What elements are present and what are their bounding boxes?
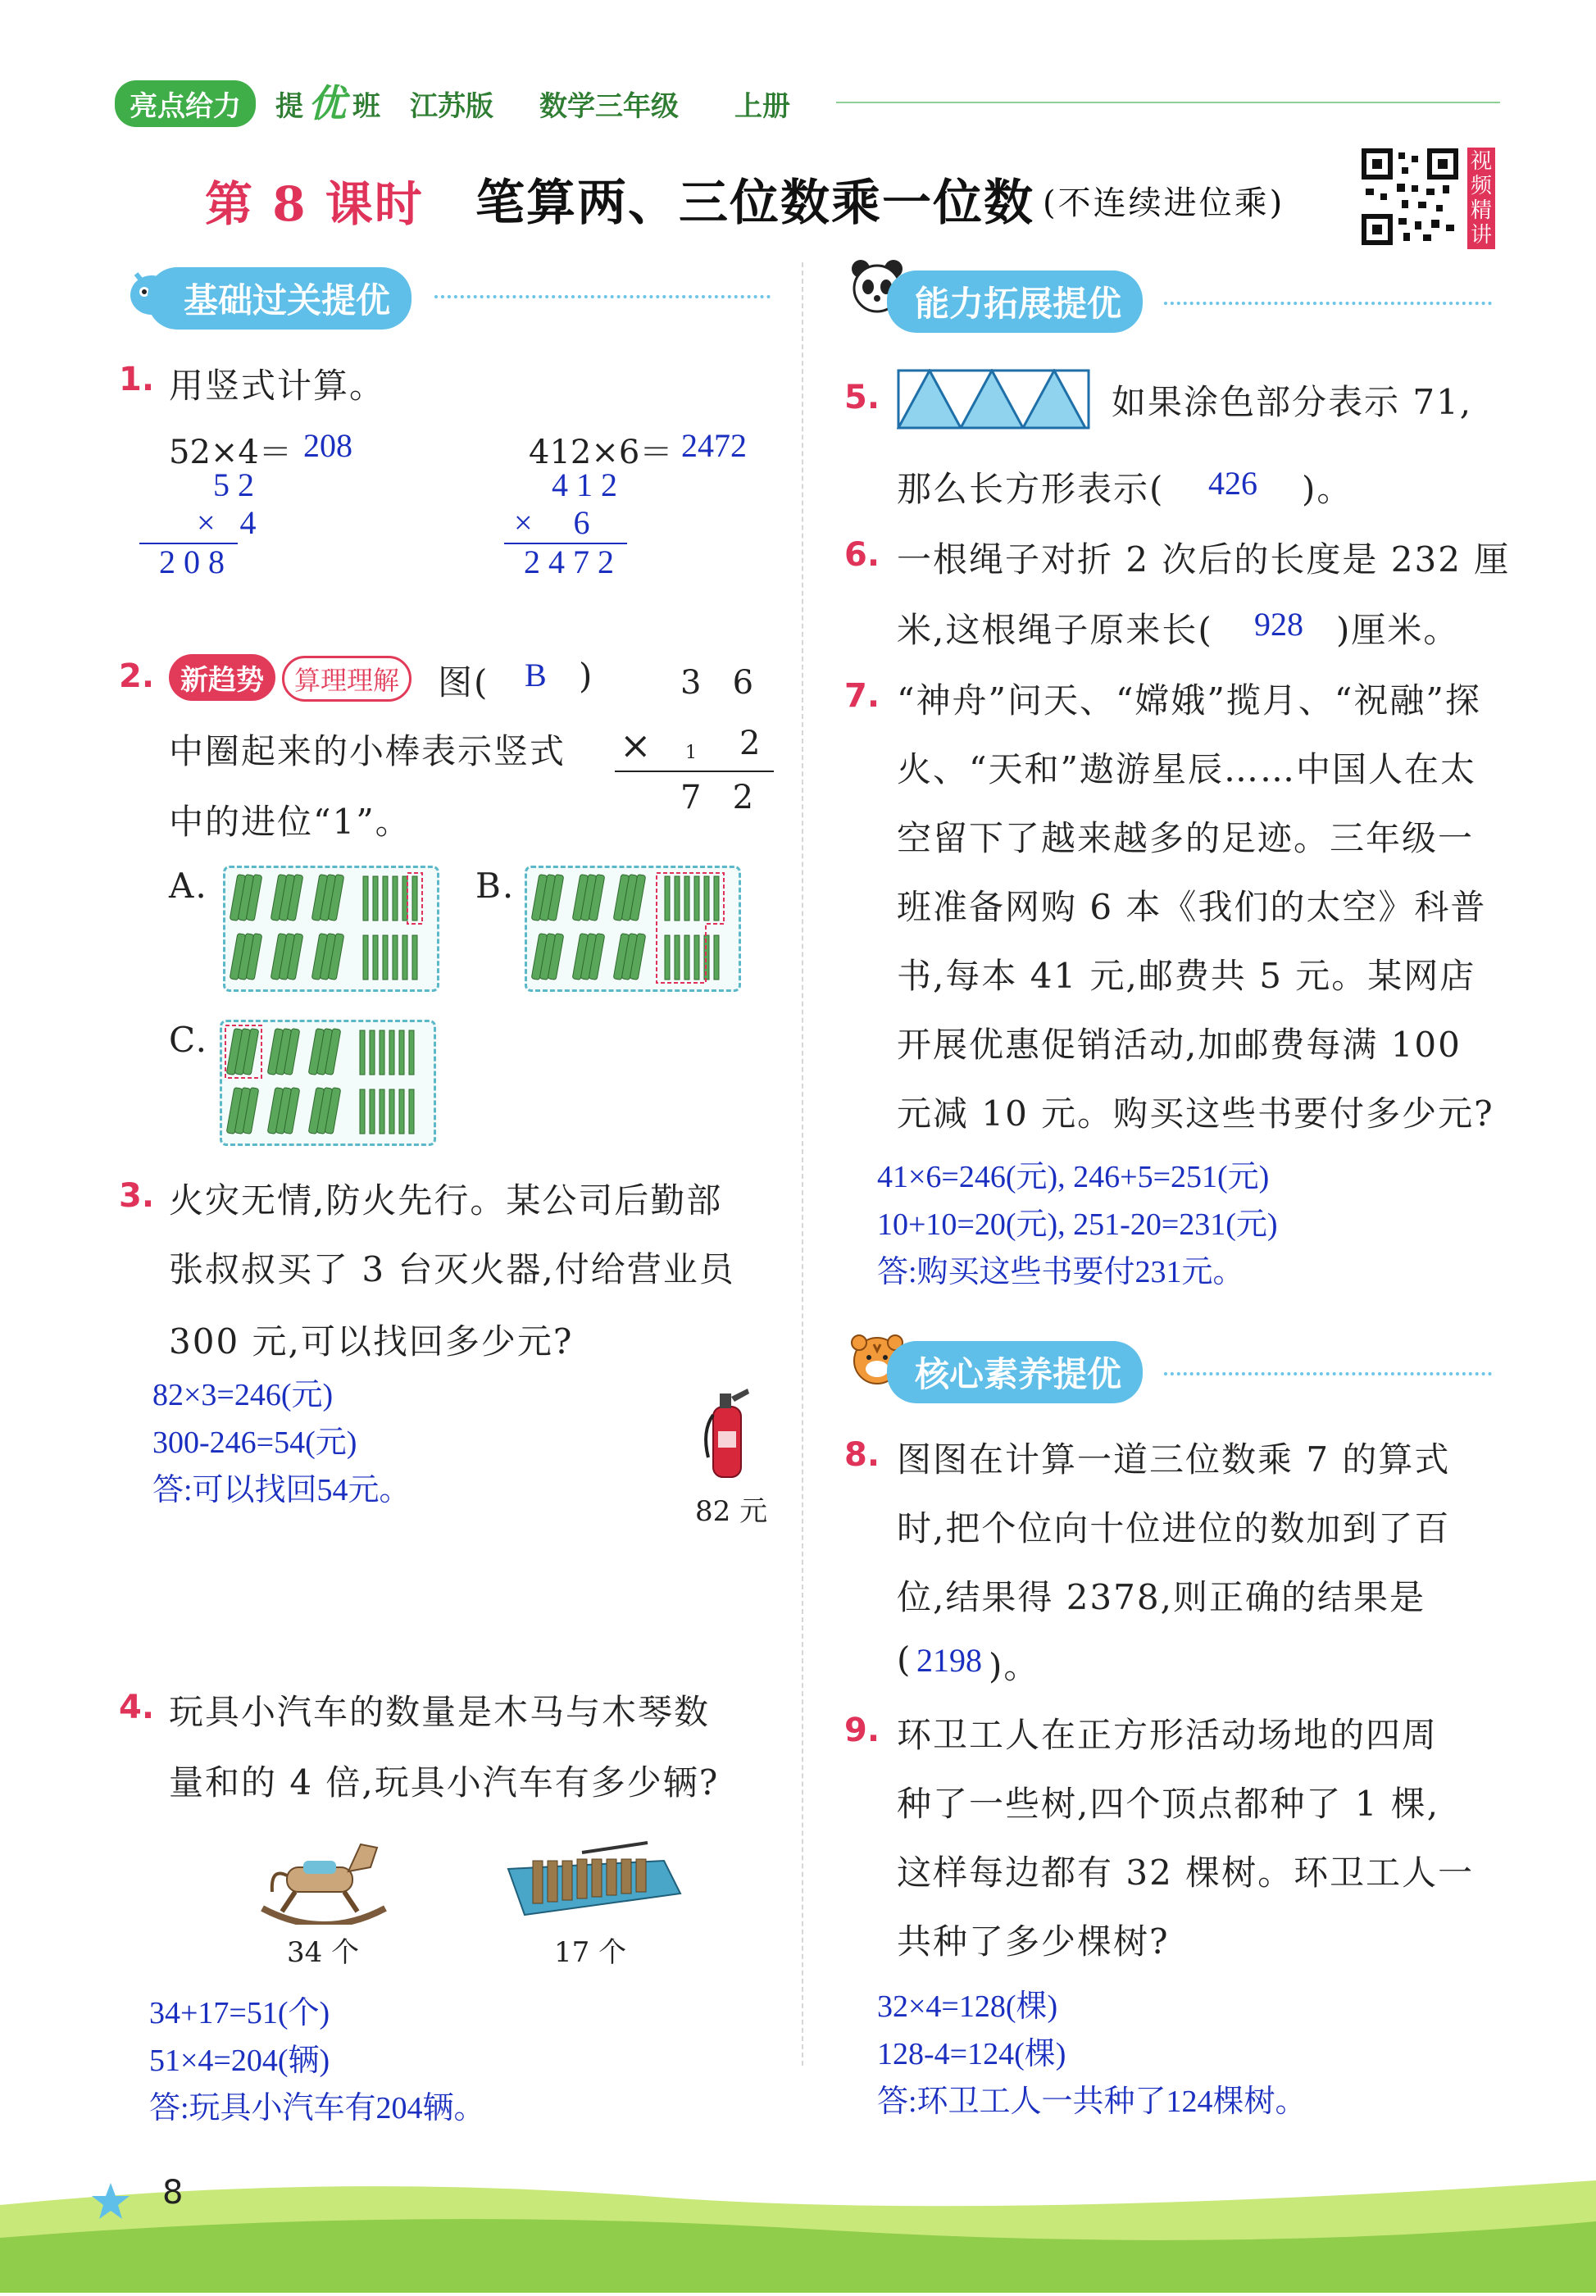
q9-number: 9. bbox=[844, 1712, 880, 1749]
q7-number: 7. bbox=[844, 677, 880, 715]
q3-ans1: 82×3=246(元) bbox=[152, 1378, 334, 1412]
q8-l1: 图图在计算一道三位数乘 7 的算式 bbox=[897, 1439, 1451, 1480]
q4-l2: 量和的 4 倍,玩具小汽车有多少辆? bbox=[169, 1762, 720, 1803]
q6-l1: 一根绳子对折 2 次后的长度是 232 厘 bbox=[897, 539, 1511, 580]
q4-l1: 玩具小汽车的数量是木马与木琴数 bbox=[169, 1692, 711, 1732]
section-ability-dots bbox=[1164, 302, 1492, 305]
footer-grass bbox=[0, 2148, 1596, 2293]
q5-number: 5. bbox=[844, 379, 880, 416]
section-core: 核心素养提优 bbox=[887, 1341, 1143, 1403]
q9-ans2: 128-4=124(棵) bbox=[877, 2037, 1066, 2071]
q1a-mul: × 4 bbox=[197, 504, 257, 541]
q1-number: 1. bbox=[119, 361, 155, 398]
q7-l4: 班准备网购 6 本《我们的太空》科普 bbox=[897, 887, 1487, 927]
sticks-image-b bbox=[527, 868, 739, 989]
lesson-number: 第 8 课时 bbox=[205, 176, 424, 232]
q3-ans2: 300-246=54(元) bbox=[152, 1425, 357, 1460]
header-rule bbox=[836, 102, 1500, 103]
q2-option-a-image[interactable] bbox=[223, 866, 439, 992]
q7-l3: 空留下了越来越多的足迹。三年级一 bbox=[897, 818, 1475, 858]
q7-l7: 元减 10 元。购买这些书要付多少元? bbox=[897, 1093, 1494, 1134]
q2-v-rule bbox=[615, 771, 774, 772]
q4-ans2: 51×4=204(辆) bbox=[149, 2044, 330, 2078]
section-core-dots bbox=[1164, 1372, 1492, 1375]
edition: 江苏版 bbox=[410, 90, 493, 123]
q2-option-b-label[interactable]: B. bbox=[475, 866, 516, 906]
q4-xylophone-count: 17 个 bbox=[554, 1936, 627, 1969]
qr-label: 视频精讲 bbox=[1467, 148, 1495, 249]
q4-ans1: 34+17=51(个) bbox=[149, 1996, 330, 2030]
q8-l3: 位,结果得 2378,则正确的结果是 bbox=[897, 1577, 1425, 1617]
section-basic: 基础过关提优 bbox=[148, 267, 412, 330]
q7-l1: “神舟”问天、“嫦娥”揽月、“祝融”探 bbox=[897, 680, 1481, 721]
subject: 数学三年级 bbox=[539, 90, 679, 123]
q6-answer: 928 bbox=[1254, 606, 1303, 643]
q2-v-carry: 1 bbox=[685, 743, 697, 763]
q7-l6: 开展优惠促销活动,加邮费每满 100 bbox=[897, 1025, 1462, 1065]
sticks-image-a bbox=[225, 868, 437, 989]
q2-l1: 图( bbox=[438, 662, 489, 702]
q1b bbox=[514, 426, 775, 590]
q2-option-c-label[interactable]: C. bbox=[169, 1020, 208, 1060]
q4-number: 4. bbox=[119, 1689, 155, 1726]
q8-l4a: ( bbox=[897, 1639, 912, 1680]
column-divider bbox=[802, 262, 803, 2066]
sticks-image-c bbox=[222, 1022, 434, 1143]
section-ability: 能力拓展提优 bbox=[887, 271, 1143, 333]
q7-l2: 火、“天和”遨游星辰……中国人在太 bbox=[897, 749, 1476, 789]
q3-ans3: 答:可以找回54元。 bbox=[152, 1473, 411, 1507]
q2-v-mul: 2 bbox=[739, 725, 761, 762]
q2-l1-end: ) bbox=[579, 656, 594, 696]
q6-l2a: 米,这根绳子原来长( bbox=[897, 610, 1213, 650]
q5-l2b: )。 bbox=[1302, 469, 1353, 509]
q3-l3: 300 元,可以找回多少元? bbox=[169, 1321, 574, 1362]
q1a-top: 5 2 bbox=[213, 466, 254, 503]
q1b-result: 2 4 7 2 bbox=[524, 543, 614, 580]
q3-l1: 火灾无情,防火先行。某公司后勤部 bbox=[169, 1180, 723, 1221]
q2-option-a-label[interactable]: A. bbox=[169, 866, 208, 906]
q9-l2: 种了一些树,四个顶点都种了 1 棵, bbox=[897, 1784, 1440, 1824]
q8-number: 8. bbox=[844, 1436, 880, 1474]
fire-extinguisher-icon bbox=[698, 1382, 756, 1480]
q9-l3: 这样每边都有 32 棵树。环卫工人一 bbox=[897, 1853, 1475, 1893]
q3-number: 3. bbox=[119, 1177, 155, 1215]
q2-option-c-image[interactable] bbox=[220, 1020, 436, 1146]
q6-l2b: )厘米。 bbox=[1336, 610, 1460, 650]
q4-ans3: 答:玩具小汽车有204辆。 bbox=[149, 2091, 485, 2126]
q1a bbox=[159, 426, 377, 590]
q3-price: 82 元 bbox=[695, 1495, 768, 1528]
q2-l2: 中圈起来的小棒表示竖式 bbox=[169, 731, 566, 771]
q1b-expr: 412×6＝ bbox=[529, 434, 673, 471]
q9-l4: 共种了多少棵树? bbox=[897, 1921, 1170, 1962]
q4-horse-count: 34 个 bbox=[287, 1936, 360, 1969]
q1a-expr: 52×4＝ bbox=[169, 434, 292, 471]
q1a-answer: 208 bbox=[303, 427, 352, 464]
q7-ans3: 答:购买这些书要付231元。 bbox=[877, 1255, 1244, 1289]
q2-badge-alg: 算理理解 bbox=[282, 656, 412, 702]
star-icon bbox=[90, 2180, 131, 2221]
q2-answer: B bbox=[525, 657, 547, 693]
q2-number: 2. bbox=[119, 657, 155, 695]
brand-ban: 班 bbox=[352, 90, 380, 123]
q3-l2: 张叔叔买了 3 台灭火器,付给营业员 bbox=[169, 1249, 735, 1289]
q1b-mul: × 6 bbox=[514, 504, 590, 541]
q5-answer: 426 bbox=[1208, 465, 1257, 502]
q5-l1: 如果涂色部分表示 71, bbox=[1112, 382, 1473, 422]
q2-v-top: 3 6 bbox=[680, 664, 754, 702]
xylophone-icon bbox=[500, 1836, 689, 1926]
q5-rectangle-figure bbox=[897, 369, 1090, 430]
header bbox=[115, 79, 1500, 128]
brand-logo: 亮点给力 bbox=[115, 80, 256, 127]
q9-ans1: 32×4=128(棵) bbox=[877, 1989, 1058, 2024]
q7-ans1: 41×6=246(元), 246+5=251(元) bbox=[877, 1160, 1270, 1194]
volume: 上册 bbox=[734, 90, 790, 123]
q7-l5: 书,每本 41 元,邮费共 5 元。某网店 bbox=[897, 956, 1476, 996]
lesson-subtitle: (不连续进位乘) bbox=[1043, 184, 1285, 222]
rocking-horse-icon bbox=[254, 1826, 393, 1925]
q2-v-times: × bbox=[620, 723, 652, 767]
qr-code[interactable] bbox=[1361, 148, 1459, 246]
q8-l4b: )。 bbox=[989, 1646, 1040, 1686]
q2-l3: 中的进位“1”。 bbox=[169, 802, 412, 842]
q2-v-result: 7 2 bbox=[680, 779, 754, 816]
q9-ans3: 答:环卫工人一共种了124棵树。 bbox=[877, 2085, 1307, 2119]
q2-badge-new: 新趋势 bbox=[169, 654, 275, 701]
q2-vertical bbox=[615, 656, 779, 828]
q1b-top: 4 1 2 bbox=[552, 466, 617, 503]
q5-l2a: 那么长方形表示( bbox=[897, 469, 1165, 509]
q8-answer: 2198 bbox=[916, 1642, 982, 1679]
q8-l2: 时,把个位向十位进位的数加到了百 bbox=[897, 1508, 1451, 1548]
brand-you: 优 bbox=[308, 81, 346, 125]
lesson-title: 笔算两、三位数乘一位数 bbox=[475, 175, 1034, 232]
q1b-answer: 2472 bbox=[681, 427, 747, 464]
section-basic-dots bbox=[434, 295, 771, 298]
q9-l1: 环卫工人在正方形活动场地的四周 bbox=[897, 1715, 1439, 1755]
q6-number: 6. bbox=[844, 536, 880, 574]
brand-ti: 提 bbox=[275, 90, 303, 123]
q7-ans2: 10+10=20(元), 251-20=231(元) bbox=[877, 1207, 1278, 1242]
q2-option-b-image[interactable] bbox=[525, 866, 741, 992]
q1-text: 用竖式计算。 bbox=[169, 366, 386, 406]
page-number: 8 bbox=[162, 2174, 184, 2212]
q1a-result: 2 0 8 bbox=[159, 543, 225, 580]
